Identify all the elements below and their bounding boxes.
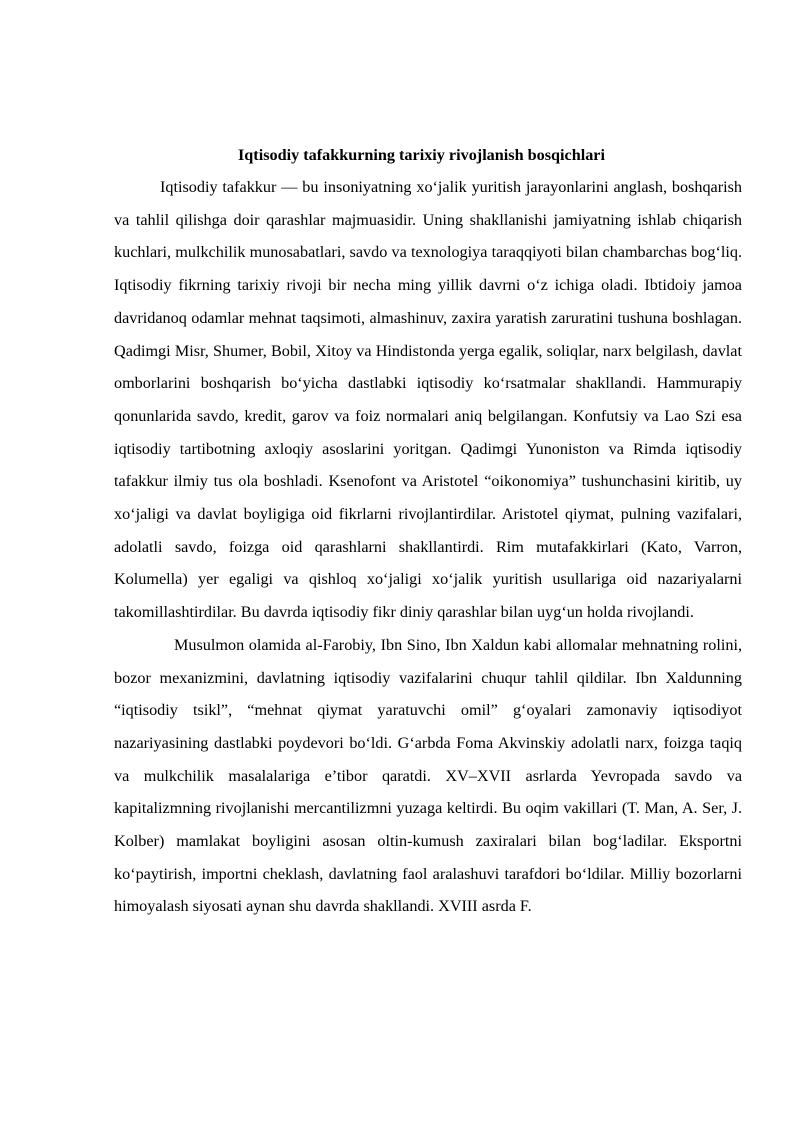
paragraph-1: Iqtisodiy tafakkur — bu insoniyatning xo‘jalik yuritish jarayonlarini anglash, boshqarish va tahlil qilishga doir qarashlar majmuasidir. Uning shakllanishi jamiyatning ishlab chiqarish kuchlari, mulkchilik munosabatlari, savdo va texnologiya taraqqiyoti bilan chambarchas bog‘liq. Iqtisodiy fikrning tarixiy rivoji bir necha ming yillik davrni o‘z ichiga oladi. Ibtidoiy jamoa davridanoq odamlar mehnat taqsimoti, almashinuv, zaxira yaratish zaruratini tushuna boshlagan. Qadimgi Misr, Shumer, Bobil, Xitoy va Hindistonda yerga egalik, soliqlar, narx belgilash, davlat omborlarini boshqarish bo‘yicha dastlabki iqtisodiy ko‘rsatmalar shakllandi. Hammurapiy qonunlarida savdo, kredit, garov va foiz normalari aniq belgilangan. Konfutsiy va Lao Szi esa iqtisodiy tartibotning axloqiy asoslarini yoritgan. Qadimgi Yunoniston va Rimda iqtisodiy tafakkur ilmiy tus ola boshladi. Ksenofont va Aristotel “oikonomiya” tushunchasini kiritib, uy xo‘jaligi va davlat boyligiga oid fikrlarni rivojlantirdilar. Aristotel qiymat, pulning vazifalari, adolatli savdo, foizga oid qarashlarni shakllantirdi. Rim mutafakkirlari (Kato, Varron, Kolumella) yer egaligi va qishloq xo‘jaligi xo‘jalik yuritish usullariga oid nazariyalarni takomillashtirdilar. Bu davrda iqtisodiy fikr diniy qarashlar bilan uyg‘un holda rivojlandi. (114, 178, 742, 622)
paragraph-2: Musulmon olamida al-Farobiy, Ibn Sino, Ibn Xaldun kabi allomalar mehnatning rolini, bozor mexanizmini, davlatning iqtisodiy vazifalarini chuqur tahlil qildilar. Ibn Xaldunning “iqtisodiy tsikl”, “mehnat qiymat yaratuvchi omil” g‘oyalari zamonaviy iqtisodiyot nazariyasining dastlabki poydevori bo‘ldi. G‘arbda Foma Akvinskiy adolatli narx, foizga taqiq va mulkchilik masalalariga e’tibor qaratdi. XV–XVII asrlarda Yevropada savdo va kapitalizmning rivojlanishi mercantilizmni yuzaga keltirdi. Bu oqim vakillari (T. Man, A. Ser, J. Kolber) mamlakat boyligini asosan oltin-kumush zaxiralari bilan bog‘ladilar. Eksportni ko‘paytirish, importni cheklash, davlatning faol aralashuvi tarafdori bo‘ldilar. Milliy bozorlarni himoyalash siyosati aynan shu davrda shakllandi. XVIII asrda F. (114, 635, 742, 916)
page-title: Iqtisodiy tafakkurning tarixiy rivojlanish bosqichlari (238, 146, 605, 164)
document-body (114, 143, 742, 923)
